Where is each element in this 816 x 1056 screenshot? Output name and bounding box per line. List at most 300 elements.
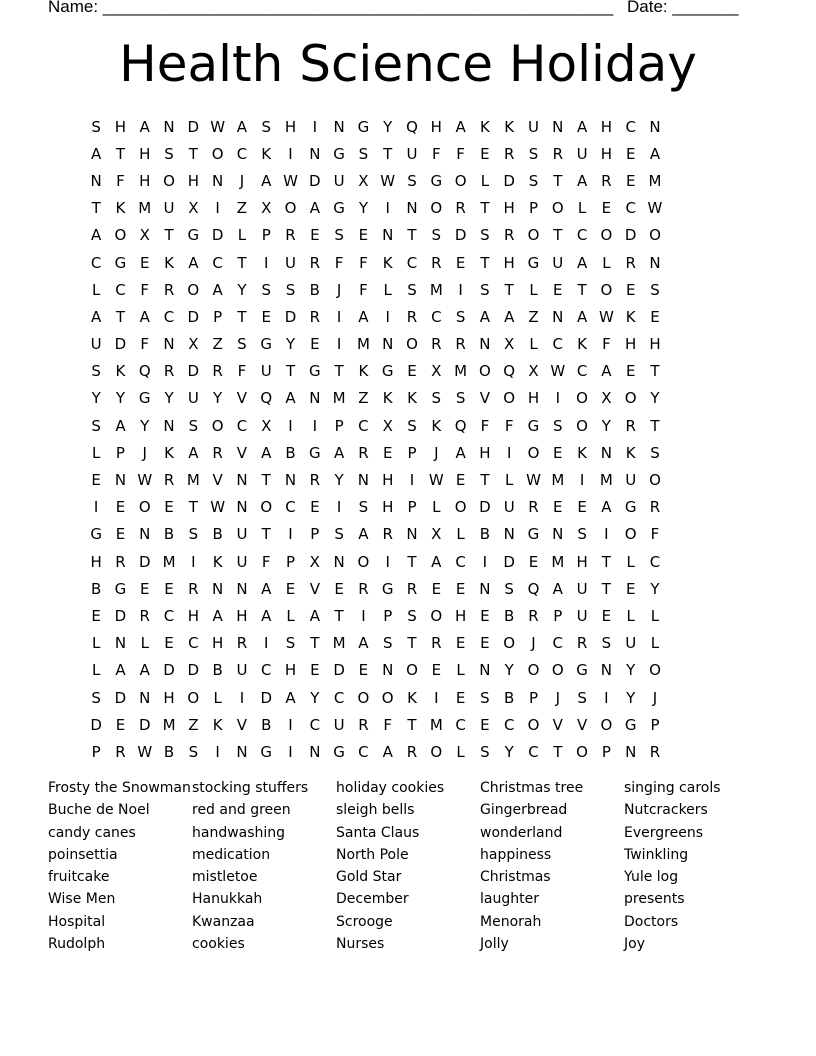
grid-letter[interactable]: H bbox=[139, 171, 151, 190]
grid-letter[interactable]: O bbox=[527, 715, 540, 734]
grid-letter[interactable]: J bbox=[531, 634, 536, 653]
grid-letter[interactable]: S bbox=[553, 416, 563, 435]
grid-letter[interactable]: Z bbox=[358, 389, 369, 408]
grid-letter[interactable]: O bbox=[551, 199, 564, 218]
grid-letter[interactable]: O bbox=[576, 389, 588, 408]
grid-letter[interactable]: S bbox=[91, 416, 101, 435]
grid-letter[interactable]: K bbox=[382, 253, 393, 272]
grid-letter[interactable]: X bbox=[261, 199, 272, 218]
grid-letter[interactable]: S bbox=[528, 144, 539, 163]
grid-letter[interactable]: P bbox=[213, 307, 223, 326]
grid-letter[interactable]: F bbox=[650, 525, 660, 544]
grid-letter[interactable]: H bbox=[236, 606, 248, 625]
grid-letter[interactable]: S bbox=[407, 416, 417, 435]
grid-letter[interactable]: P bbox=[261, 226, 271, 245]
grid-letter[interactable]: G bbox=[624, 498, 637, 517]
grid-letter[interactable]: R bbox=[309, 307, 321, 326]
grid-letter[interactable]: O bbox=[624, 525, 637, 544]
grid-letter[interactable]: T bbox=[553, 742, 563, 761]
grid-letter[interactable]: A bbox=[91, 226, 102, 245]
grid-letter[interactable]: M bbox=[648, 171, 662, 190]
grid-letter[interactable]: E bbox=[115, 525, 126, 544]
grid-letter[interactable]: O bbox=[357, 552, 370, 571]
grid-letter[interactable]: R bbox=[601, 171, 612, 190]
grid-letter[interactable]: I bbox=[555, 389, 560, 408]
grid-letter[interactable]: D bbox=[624, 226, 637, 245]
grid-letter[interactable]: M bbox=[186, 471, 200, 490]
grid-letter[interactable]: S bbox=[164, 144, 174, 163]
grid-letter[interactable]: S bbox=[285, 280, 296, 299]
grid-letter[interactable]: E bbox=[140, 579, 150, 598]
grid-letter[interactable]: Z bbox=[528, 307, 539, 326]
grid-letter[interactable]: L bbox=[577, 199, 587, 218]
grid-letter[interactable]: X bbox=[431, 362, 442, 381]
grid-letter[interactable]: B bbox=[91, 579, 102, 598]
grid-letter[interactable]: D bbox=[114, 335, 127, 354]
grid-letter[interactable]: O bbox=[406, 335, 418, 354]
grid-letter[interactable]: O bbox=[527, 661, 540, 680]
grid-letter[interactable]: W bbox=[210, 117, 226, 136]
grid-letter[interactable]: G bbox=[309, 443, 321, 462]
grid-letter[interactable]: V bbox=[309, 579, 320, 598]
grid-letter[interactable]: A bbox=[139, 117, 150, 136]
grid-letter[interactable]: E bbox=[310, 335, 320, 354]
grid-letter[interactable]: N bbox=[382, 661, 394, 680]
grid-letter[interactable]: S bbox=[455, 307, 466, 326]
grid-letter[interactable]: E bbox=[164, 579, 174, 598]
grid-letter[interactable]: E bbox=[140, 253, 150, 272]
grid-letter[interactable]: A bbox=[576, 307, 588, 326]
grid-letter[interactable]: G bbox=[138, 389, 151, 408]
grid-letter[interactable]: D bbox=[138, 715, 151, 734]
grid-letter[interactable]: T bbox=[504, 280, 514, 299]
grid-letter[interactable]: S bbox=[431, 389, 442, 408]
grid-letter[interactable]: R bbox=[649, 498, 661, 517]
grid-letter[interactable]: E bbox=[480, 715, 490, 734]
grid-letter[interactable]: N bbox=[163, 335, 175, 354]
grid-letter[interactable]: N bbox=[357, 471, 370, 490]
grid-letter[interactable]: O bbox=[503, 389, 516, 408]
grid-letter[interactable]: R bbox=[528, 498, 539, 517]
grid-letter[interactable]: X bbox=[188, 335, 199, 354]
grid-letter[interactable]: E bbox=[358, 661, 369, 680]
grid-letter[interactable]: Y bbox=[334, 471, 344, 490]
grid-letter[interactable]: K bbox=[577, 335, 587, 354]
grid-letter[interactable]: R bbox=[406, 307, 418, 326]
grid-letter[interactable]: R bbox=[139, 606, 150, 625]
grid-letter[interactable]: L bbox=[456, 742, 465, 761]
grid-letter[interactable]: I bbox=[336, 335, 342, 354]
grid-letter[interactable]: H bbox=[600, 144, 613, 163]
grid-letter[interactable]: B bbox=[212, 525, 223, 544]
grid-letter[interactable]: N bbox=[236, 579, 248, 598]
grid-letter[interactable]: I bbox=[604, 688, 609, 707]
grid-letter[interactable]: U bbox=[406, 144, 418, 163]
grid-letter[interactable]: H bbox=[382, 498, 394, 517]
grid-letter[interactable]: S bbox=[261, 280, 271, 299]
grid-letter[interactable]: S bbox=[480, 688, 490, 707]
grid-letter[interactable]: R bbox=[406, 579, 418, 598]
grid-letter[interactable]: S bbox=[382, 634, 393, 653]
grid-letter[interactable]: T bbox=[407, 634, 417, 653]
grid-letter[interactable]: S bbox=[480, 226, 490, 245]
grid-letter[interactable]: L bbox=[456, 661, 465, 680]
grid-letter[interactable]: Y bbox=[91, 389, 101, 408]
grid-letter[interactable]: E bbox=[625, 579, 636, 598]
grid-letter[interactable]: O bbox=[600, 280, 613, 299]
grid-letter[interactable]: H bbox=[430, 117, 442, 136]
grid-letter[interactable]: S bbox=[91, 117, 101, 136]
grid-letter[interactable]: W bbox=[526, 471, 541, 490]
grid-letter[interactable]: E bbox=[455, 471, 466, 490]
grid-letter[interactable]: P bbox=[334, 416, 344, 435]
grid-letter[interactable]: A bbox=[91, 307, 102, 326]
grid-letter[interactable]: P bbox=[115, 443, 125, 462]
grid-letter[interactable]: T bbox=[407, 226, 417, 245]
grid-letter[interactable]: L bbox=[456, 525, 465, 544]
grid-letter[interactable]: A bbox=[431, 552, 442, 571]
grid-letter[interactable]: S bbox=[188, 416, 199, 435]
grid-letter[interactable]: E bbox=[601, 199, 612, 218]
grid-letter[interactable]: F bbox=[480, 416, 490, 435]
grid-letter[interactable]: L bbox=[602, 253, 611, 272]
grid-letter[interactable]: S bbox=[650, 280, 660, 299]
grid-letter[interactable]: Z bbox=[236, 199, 248, 218]
grid-letter[interactable]: D bbox=[187, 661, 200, 680]
grid-letter[interactable]: A bbox=[285, 688, 296, 707]
grid-letter[interactable]: T bbox=[480, 199, 490, 218]
grid-letter[interactable]: L bbox=[91, 661, 101, 680]
grid-letter[interactable]: W bbox=[380, 171, 396, 190]
grid-letter[interactable]: O bbox=[406, 661, 418, 680]
grid-letter[interactable]: M bbox=[332, 634, 346, 653]
grid-letter[interactable]: O bbox=[430, 606, 443, 625]
grid-letter[interactable]: N bbox=[309, 742, 321, 761]
grid-letter[interactable]: C bbox=[552, 634, 564, 653]
grid-letter[interactable]: R bbox=[455, 335, 466, 354]
grid-letter[interactable]: Y bbox=[626, 661, 636, 680]
grid-letter[interactable]: X bbox=[139, 226, 150, 245]
grid-letter[interactable]: G bbox=[381, 362, 394, 381]
grid-letter[interactable]: A bbox=[576, 117, 588, 136]
grid-letter[interactable]: O bbox=[211, 416, 224, 435]
grid-letter[interactable]: C bbox=[576, 226, 588, 245]
grid-letter[interactable]: N bbox=[382, 226, 394, 245]
grid-letter[interactable]: P bbox=[528, 688, 539, 707]
grid-letter[interactable]: T bbox=[601, 579, 611, 598]
grid-letter[interactable]: N bbox=[552, 117, 564, 136]
grid-letter[interactable]: U bbox=[187, 389, 199, 408]
grid-letter[interactable]: K bbox=[358, 362, 369, 381]
grid-letter[interactable]: A bbox=[261, 579, 272, 598]
grid-letter[interactable]: E bbox=[625, 144, 636, 163]
grid-letter[interactable]: A bbox=[649, 144, 661, 163]
grid-letter[interactable]: A bbox=[212, 606, 223, 625]
grid-letter[interactable]: S bbox=[455, 389, 466, 408]
grid-letter[interactable]: O bbox=[649, 226, 661, 245]
grid-letter[interactable]: B bbox=[504, 606, 515, 625]
grid-letter[interactable]: J bbox=[336, 280, 342, 299]
grid-letter[interactable]: I bbox=[336, 498, 342, 517]
grid-letter[interactable]: R bbox=[358, 579, 369, 598]
grid-letter[interactable]: E bbox=[553, 280, 563, 299]
grid-letter[interactable]: O bbox=[114, 226, 127, 245]
grid-letter[interactable]: U bbox=[236, 661, 248, 680]
grid-letter[interactable]: Y bbox=[383, 117, 393, 136]
grid-letter[interactable]: W bbox=[210, 498, 226, 517]
grid-letter[interactable]: E bbox=[455, 253, 466, 272]
grid-letter[interactable]: M bbox=[162, 715, 176, 734]
grid-letter[interactable]: T bbox=[480, 253, 490, 272]
grid-letter[interactable]: L bbox=[626, 552, 635, 571]
grid-letter[interactable]: G bbox=[624, 715, 637, 734]
grid-letter[interactable]: K bbox=[577, 443, 587, 462]
grid-letter[interactable]: M bbox=[332, 389, 346, 408]
grid-letter[interactable]: S bbox=[407, 280, 417, 299]
grid-letter[interactable]: R bbox=[431, 335, 442, 354]
grid-letter[interactable]: G bbox=[527, 525, 540, 544]
grid-letter[interactable]: G bbox=[333, 199, 345, 218]
grid-letter[interactable]: K bbox=[115, 362, 126, 381]
grid-letter[interactable]: Y bbox=[358, 199, 368, 218]
grid-letter[interactable]: G bbox=[576, 661, 588, 680]
grid-letter[interactable]: U bbox=[625, 634, 637, 653]
grid-letter[interactable]: F bbox=[504, 416, 514, 435]
grid-letter[interactable]: O bbox=[381, 688, 394, 707]
grid-letter[interactable]: S bbox=[358, 144, 369, 163]
grid-letter[interactable]: O bbox=[211, 144, 224, 163]
grid-letter[interactable]: T bbox=[553, 226, 563, 245]
grid-letter[interactable]: N bbox=[139, 688, 151, 707]
grid-letter[interactable]: W bbox=[647, 199, 663, 218]
grid-letter[interactable]: S bbox=[577, 525, 587, 544]
grid-letter[interactable]: K bbox=[164, 443, 174, 462]
grid-letter[interactable]: O bbox=[624, 389, 637, 408]
grid-letter[interactable]: T bbox=[650, 362, 660, 381]
grid-letter[interactable]: L bbox=[650, 634, 660, 653]
grid-letter[interactable]: L bbox=[505, 471, 514, 490]
grid-letter[interactable]: A bbox=[358, 307, 369, 326]
grid-letter[interactable]: L bbox=[529, 280, 538, 299]
grid-letter[interactable]: M bbox=[162, 552, 176, 571]
grid-letter[interactable]: I bbox=[288, 416, 293, 435]
grid-letter[interactable]: O bbox=[478, 362, 491, 381]
grid-letter[interactable]: M bbox=[599, 471, 613, 490]
grid-letter[interactable]: O bbox=[600, 715, 613, 734]
grid-letter[interactable]: E bbox=[455, 634, 466, 653]
grid-letter[interactable]: Q bbox=[260, 389, 273, 408]
grid-letter[interactable]: X bbox=[261, 416, 272, 435]
grid-letter[interactable]: V bbox=[576, 715, 588, 734]
grid-letter[interactable]: G bbox=[309, 362, 321, 381]
grid-letter[interactable]: E bbox=[91, 471, 101, 490]
grid-letter[interactable]: A bbox=[261, 171, 272, 190]
grid-letter[interactable]: G bbox=[260, 742, 273, 761]
grid-letter[interactable]: A bbox=[261, 443, 272, 462]
grid-letter[interactable]: C bbox=[503, 715, 515, 734]
grid-letter[interactable]: U bbox=[333, 171, 345, 190]
grid-letter[interactable]: N bbox=[139, 525, 151, 544]
grid-letter[interactable]: L bbox=[237, 226, 247, 245]
grid-letter[interactable]: E bbox=[577, 498, 587, 517]
grid-letter[interactable]: R bbox=[625, 253, 636, 272]
grid-letter[interactable]: T bbox=[237, 253, 247, 272]
grid-letter[interactable]: T bbox=[237, 307, 247, 326]
grid-letter[interactable]: C bbox=[625, 199, 636, 218]
grid-letter[interactable]: E bbox=[480, 606, 490, 625]
grid-letter[interactable]: P bbox=[383, 606, 393, 625]
grid-letter[interactable]: P bbox=[528, 199, 539, 218]
grid-letter[interactable]: I bbox=[506, 443, 512, 462]
grid-letter[interactable]: K bbox=[212, 552, 223, 571]
grid-letter[interactable]: E bbox=[91, 606, 101, 625]
grid-letter[interactable]: A bbox=[382, 742, 393, 761]
grid-letter[interactable]: L bbox=[650, 606, 660, 625]
grid-letter[interactable]: H bbox=[163, 688, 175, 707]
grid-letter[interactable]: H bbox=[600, 117, 613, 136]
grid-letter[interactable]: I bbox=[385, 552, 390, 571]
grid-letter[interactable]: I bbox=[215, 742, 220, 761]
grid-letter[interactable]: U bbox=[90, 335, 102, 354]
grid-letter[interactable]: Q bbox=[527, 579, 540, 598]
grid-letter[interactable]: K bbox=[115, 199, 126, 218]
grid-letter[interactable]: E bbox=[553, 443, 563, 462]
grid-letter[interactable]: I bbox=[604, 525, 609, 544]
grid-letter[interactable]: I bbox=[434, 688, 439, 707]
grid-letter[interactable]: F bbox=[116, 171, 125, 190]
grid-letter[interactable]: U bbox=[333, 715, 345, 734]
grid-letter[interactable]: A bbox=[504, 307, 515, 326]
grid-letter[interactable]: I bbox=[458, 280, 463, 299]
grid-letter[interactable]: L bbox=[286, 606, 295, 625]
grid-letter[interactable]: P bbox=[407, 498, 417, 517]
grid-letter[interactable]: F bbox=[359, 253, 368, 272]
grid-letter[interactable]: I bbox=[385, 307, 390, 326]
grid-letter[interactable]: R bbox=[431, 634, 442, 653]
grid-letter[interactable]: Y bbox=[164, 389, 174, 408]
grid-letter[interactable]: O bbox=[138, 498, 151, 517]
grid-letter[interactable]: N bbox=[212, 579, 224, 598]
grid-letter[interactable]: R bbox=[552, 144, 563, 163]
grid-letter[interactable]: Y bbox=[213, 389, 223, 408]
grid-letter[interactable]: K bbox=[212, 715, 223, 734]
grid-letter[interactable]: F bbox=[359, 280, 368, 299]
grid-letter[interactable]: R bbox=[285, 226, 296, 245]
grid-letter[interactable]: A bbox=[188, 253, 199, 272]
grid-letter[interactable]: Q bbox=[406, 117, 418, 136]
grid-letter[interactable]: I bbox=[385, 199, 390, 218]
grid-letter[interactable]: L bbox=[626, 606, 635, 625]
grid-letter[interactable]: I bbox=[409, 471, 415, 490]
grid-letter[interactable]: H bbox=[187, 606, 199, 625]
grid-letter[interactable]: U bbox=[236, 552, 248, 571]
grid-letter[interactable]: A bbox=[333, 443, 345, 462]
grid-letter[interactable]: H bbox=[649, 335, 661, 354]
grid-letter[interactable]: U bbox=[285, 253, 297, 272]
grid-letter[interactable]: O bbox=[527, 443, 540, 462]
grid-letter[interactable]: I bbox=[288, 144, 293, 163]
grid-letter[interactable]: F bbox=[602, 335, 611, 354]
grid-letter[interactable]: R bbox=[163, 471, 175, 490]
grid-letter[interactable]: H bbox=[187, 171, 199, 190]
grid-letter[interactable]: N bbox=[236, 498, 248, 517]
grid-letter[interactable]: E bbox=[553, 498, 563, 517]
grid-letter[interactable]: C bbox=[163, 606, 175, 625]
grid-letter[interactable]: Y bbox=[285, 335, 296, 354]
grid-letter[interactable]: R bbox=[236, 634, 248, 653]
grid-letter[interactable]: S bbox=[480, 280, 490, 299]
grid-letter[interactable]: C bbox=[358, 416, 369, 435]
grid-letter[interactable]: E bbox=[480, 634, 490, 653]
grid-letter[interactable]: S bbox=[601, 634, 612, 653]
grid-letter[interactable]: G bbox=[114, 579, 127, 598]
grid-letter[interactable]: L bbox=[213, 688, 222, 707]
grid-letter[interactable]: A bbox=[455, 443, 466, 462]
grid-letter[interactable]: R bbox=[309, 471, 321, 490]
grid-letter[interactable]: A bbox=[139, 307, 150, 326]
grid-letter[interactable]: H bbox=[576, 552, 588, 571]
grid-letter[interactable]: X bbox=[309, 552, 320, 571]
grid-letter[interactable]: E bbox=[261, 307, 271, 326]
grid-letter[interactable]: C bbox=[406, 253, 418, 272]
grid-letter[interactable]: S bbox=[528, 171, 539, 190]
grid-letter[interactable]: H bbox=[503, 253, 515, 272]
grid-letter[interactable]: I bbox=[288, 715, 293, 734]
grid-letter[interactable]: A bbox=[139, 661, 150, 680]
grid-letter[interactable]: N bbox=[90, 171, 102, 190]
grid-letter[interactable]: H bbox=[284, 661, 297, 680]
grid-letter[interactable]: R bbox=[358, 715, 369, 734]
grid-letter[interactable]: V bbox=[236, 443, 248, 462]
grid-letter[interactable]: J bbox=[555, 688, 560, 707]
grid-letter[interactable]: B bbox=[285, 443, 296, 462]
grid-letter[interactable]: Y bbox=[650, 579, 660, 598]
grid-letter[interactable]: A bbox=[358, 525, 369, 544]
grid-letter[interactable]: I bbox=[288, 525, 293, 544]
grid-letter[interactable]: T bbox=[553, 171, 563, 190]
grid-letter[interactable]: R bbox=[163, 280, 175, 299]
grid-letter[interactable]: A bbox=[479, 307, 491, 326]
grid-letter[interactable]: F bbox=[431, 144, 441, 163]
grid-letter[interactable]: I bbox=[191, 552, 196, 571]
grid-letter[interactable]: R bbox=[382, 525, 393, 544]
grid-letter[interactable]: K bbox=[479, 117, 490, 136]
grid-letter[interactable]: D bbox=[163, 661, 175, 680]
grid-letter[interactable]: R bbox=[649, 742, 661, 761]
grid-letter[interactable]: T bbox=[91, 199, 101, 218]
grid-letter[interactable]: R bbox=[503, 226, 515, 245]
grid-letter[interactable]: A bbox=[358, 634, 369, 653]
grid-letter[interactable]: R bbox=[309, 253, 321, 272]
grid-letter[interactable]: D bbox=[211, 226, 224, 245]
grid-letter[interactable]: A bbox=[309, 606, 320, 625]
grid-letter[interactable]: X bbox=[358, 171, 369, 190]
grid-letter[interactable]: N bbox=[649, 117, 661, 136]
grid-letter[interactable]: G bbox=[333, 742, 345, 761]
grid-letter[interactable]: W bbox=[428, 471, 444, 490]
grid-letter[interactable]: S bbox=[431, 226, 442, 245]
grid-letter[interactable]: T bbox=[285, 362, 296, 381]
grid-letter[interactable]: B bbox=[163, 525, 175, 544]
grid-letter[interactable]: F bbox=[140, 280, 150, 299]
grid-letter[interactable]: F bbox=[261, 552, 271, 571]
grid-letter[interactable]: Z bbox=[188, 715, 199, 734]
grid-letter[interactable]: T bbox=[310, 634, 320, 653]
grid-letter[interactable]: N bbox=[236, 471, 248, 490]
grid-letter[interactable]: C bbox=[115, 280, 126, 299]
grid-letter[interactable]: N bbox=[600, 443, 612, 462]
grid-letter[interactable]: B bbox=[309, 280, 320, 299]
